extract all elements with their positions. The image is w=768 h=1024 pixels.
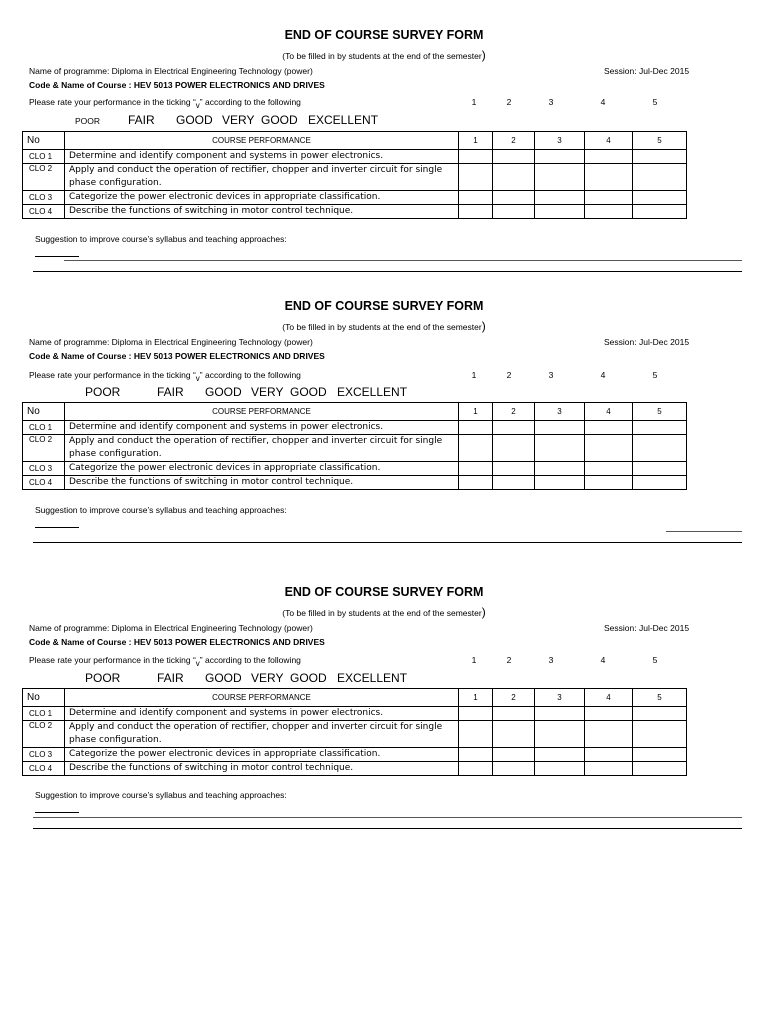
clo-description: Apply and conduct the operation of rectifier, chopper and inverter circuit for single phase configuration. bbox=[65, 164, 459, 191]
rating-cell-3[interactable] bbox=[535, 707, 585, 721]
rating-instruction: Please rate your performance in the ticking “v” according to the following bbox=[29, 370, 301, 383]
rating-label: GOOD bbox=[205, 671, 242, 685]
suggestion-label: Suggestion to improve course’s syllabus and teaching approaches: bbox=[35, 234, 287, 244]
rating-cell-5[interactable] bbox=[633, 205, 687, 219]
rating-cell-5[interactable] bbox=[633, 164, 687, 191]
performance-header: COURSE PERFORMANCE bbox=[65, 403, 459, 421]
answer-line[interactable] bbox=[33, 828, 742, 829]
clo-description: Categorize the power electronic devices in appropriate classification. bbox=[65, 191, 459, 205]
session: Session: Jul-Dec 2015 bbox=[604, 337, 690, 347]
rating-cell-2[interactable] bbox=[493, 721, 535, 748]
rating-cell-2[interactable] bbox=[493, 191, 535, 205]
suggestion-label: Suggestion to improve course’s syllabus and teaching approaches: bbox=[35, 790, 287, 800]
rating-cell-4[interactable] bbox=[585, 707, 633, 721]
clo-description: Categorize the power electronic devices in appropriate classification. bbox=[65, 462, 459, 476]
session: Session: Jul-Dec 2015 bbox=[604, 66, 690, 76]
survey-form-1 bbox=[0, 0, 768, 280]
rating-cell-5[interactable] bbox=[633, 707, 687, 721]
rating-cell-1[interactable] bbox=[459, 164, 493, 191]
answer-line[interactable] bbox=[666, 531, 742, 532]
table-row bbox=[23, 421, 687, 435]
clo-code: CLO 1 bbox=[23, 707, 65, 721]
scale-3: 3 bbox=[548, 370, 554, 380]
performance-table bbox=[22, 131, 687, 219]
rating-cell-1[interactable] bbox=[459, 191, 493, 205]
rating-cell-4[interactable] bbox=[585, 462, 633, 476]
rating-cell-3[interactable] bbox=[535, 191, 585, 205]
rating-cell-3[interactable] bbox=[535, 150, 585, 164]
rating-cell-2[interactable] bbox=[493, 462, 535, 476]
performance-table bbox=[22, 688, 687, 776]
rating-label: GOOD bbox=[205, 385, 242, 399]
col-header-1: 1 bbox=[459, 689, 493, 707]
clo-code: CLO 2 bbox=[23, 164, 65, 191]
rating-cell-1[interactable] bbox=[459, 748, 493, 762]
rating-cell-1[interactable] bbox=[459, 421, 493, 435]
rating-cell-5[interactable] bbox=[633, 721, 687, 748]
scale-1: 1 bbox=[471, 655, 477, 665]
rating-cell-3[interactable] bbox=[535, 205, 585, 219]
rating-cell-3[interactable] bbox=[535, 164, 585, 191]
answer-line[interactable] bbox=[35, 812, 79, 813]
clo-description: Describe the functions of switching in motor control technique. bbox=[65, 762, 459, 776]
clo-code: CLO 3 bbox=[23, 462, 65, 476]
rating-cell-4[interactable] bbox=[585, 205, 633, 219]
rating-cell-5[interactable] bbox=[633, 762, 687, 776]
no-header: No bbox=[23, 689, 65, 707]
scale-4: 4 bbox=[600, 97, 606, 107]
form-subtitle: (To be filled in by students at the end of the semester) bbox=[282, 48, 486, 62]
rating-cell-5[interactable] bbox=[633, 748, 687, 762]
scale-1: 1 bbox=[471, 370, 477, 380]
course-name: Code & Name of Course : HEV 5013 POWER ELECTRONICS AND DRIVES bbox=[29, 80, 325, 90]
rating-cell-2[interactable] bbox=[493, 435, 535, 462]
answer-line[interactable] bbox=[64, 260, 742, 261]
col-header-4: 4 bbox=[585, 403, 633, 421]
rating-label: POOR bbox=[85, 671, 121, 685]
rating-cell-4[interactable] bbox=[585, 421, 633, 435]
form-title: END OF COURSE SURVEY FORM bbox=[284, 585, 484, 599]
rating-cell-4[interactable] bbox=[585, 150, 633, 164]
programme-name: Name of programme: Diploma in Electrical Engineering Technology (power) bbox=[29, 66, 313, 76]
col-header-3: 3 bbox=[535, 689, 585, 707]
clo-description: Describe the functions of switching in motor control technique. bbox=[65, 476, 459, 490]
clo-description: Determine and identify component and systems in power electronics. bbox=[65, 150, 459, 164]
table-row bbox=[23, 205, 687, 219]
rating-cell-1[interactable] bbox=[459, 462, 493, 476]
programme-name: Name of programme: Diploma in Electrical Engineering Technology (power) bbox=[29, 337, 313, 347]
scale-5: 5 bbox=[652, 97, 658, 107]
survey-form-3 bbox=[0, 557, 768, 837]
form-subtitle: (To be filled in by students at the end of the semester) bbox=[282, 605, 486, 619]
rating-label: VERY bbox=[222, 113, 255, 127]
rating-cell-1[interactable] bbox=[459, 205, 493, 219]
rating-cell-4[interactable] bbox=[585, 164, 633, 191]
table-row bbox=[23, 721, 687, 748]
clo-code: CLO 3 bbox=[23, 748, 65, 762]
rating-cell-5[interactable] bbox=[633, 191, 687, 205]
performance-header: COURSE PERFORMANCE bbox=[65, 689, 459, 707]
rating-cell-4[interactable] bbox=[585, 191, 633, 205]
col-header-2: 2 bbox=[493, 403, 535, 421]
rating-label: GOOD bbox=[290, 385, 327, 399]
programme-name: Name of programme: Diploma in Electrical Engineering Technology (power) bbox=[29, 623, 313, 633]
rating-cell-3[interactable] bbox=[535, 462, 585, 476]
rating-cell-1[interactable] bbox=[459, 150, 493, 164]
clo-description: Describe the functions of switching in motor control technique. bbox=[65, 205, 459, 219]
rating-label: EXCELLENT bbox=[337, 385, 408, 399]
col-header-5: 5 bbox=[633, 689, 687, 707]
rating-label: VERY bbox=[251, 671, 284, 685]
rating-label: GOOD bbox=[290, 671, 327, 685]
answer-line[interactable] bbox=[35, 527, 79, 528]
rating-cell-2[interactable] bbox=[493, 164, 535, 191]
table-row bbox=[23, 707, 687, 721]
col-header-3: 3 bbox=[535, 132, 585, 150]
scale-4: 4 bbox=[600, 655, 606, 665]
survey-form-2 bbox=[0, 271, 768, 551]
rating-label: GOOD bbox=[261, 113, 298, 127]
rating-cell-5[interactable] bbox=[633, 435, 687, 462]
clo-code: CLO 2 bbox=[23, 721, 65, 748]
rating-cell-2[interactable] bbox=[493, 476, 535, 490]
col-header-2: 2 bbox=[493, 689, 535, 707]
scale-5: 5 bbox=[652, 655, 658, 665]
rating-cell-5[interactable] bbox=[633, 150, 687, 164]
scale-3: 3 bbox=[548, 655, 554, 665]
clo-code: CLO 4 bbox=[23, 762, 65, 776]
table-row bbox=[23, 435, 687, 462]
rating-cell-4[interactable] bbox=[585, 435, 633, 462]
suggestion-label: Suggestion to improve course’s syllabus and teaching approaches: bbox=[35, 505, 287, 515]
rating-label: POOR bbox=[75, 116, 101, 126]
table-row bbox=[23, 191, 687, 205]
rating-cell-3[interactable] bbox=[535, 748, 585, 762]
clo-description: Determine and identify component and systems in power electronics. bbox=[65, 421, 459, 435]
course-name: Code & Name of Course : HEV 5013 POWER ELECTRONICS AND DRIVES bbox=[29, 637, 325, 647]
answer-line[interactable] bbox=[35, 256, 79, 257]
rating-cell-2[interactable] bbox=[493, 421, 535, 435]
rating-cell-1[interactable] bbox=[459, 476, 493, 490]
no-header: No bbox=[23, 403, 65, 421]
rating-cell-1[interactable] bbox=[459, 435, 493, 462]
rating-cell-4[interactable] bbox=[585, 748, 633, 762]
col-header-5: 5 bbox=[633, 132, 687, 150]
rating-cell-3[interactable] bbox=[535, 435, 585, 462]
scale-1: 1 bbox=[471, 97, 477, 107]
col-header-4: 4 bbox=[585, 689, 633, 707]
scale-4: 4 bbox=[600, 370, 606, 380]
rating-cell-1[interactable] bbox=[459, 721, 493, 748]
scale-2: 2 bbox=[506, 370, 512, 380]
session: Session: Jul-Dec 2015 bbox=[604, 623, 690, 633]
course-name: Code & Name of Course : HEV 5013 POWER ELECTRONICS AND DRIVES bbox=[29, 351, 325, 361]
rating-label: POOR bbox=[85, 385, 121, 399]
rating-label: FAIR bbox=[157, 385, 184, 399]
rating-cell-3[interactable] bbox=[535, 762, 585, 776]
rating-instruction: Please rate your performance in the ticking “v” according to the following bbox=[29, 655, 301, 668]
clo-code: CLO 1 bbox=[23, 150, 65, 164]
performance-header: COURSE PERFORMANCE bbox=[65, 132, 459, 150]
clo-code: CLO 3 bbox=[23, 191, 65, 205]
rating-cell-5[interactable] bbox=[633, 476, 687, 490]
clo-description: Apply and conduct the operation of rectifier, chopper and inverter circuit for single phase configuration. bbox=[65, 435, 459, 462]
rating-cell-2[interactable] bbox=[493, 707, 535, 721]
rating-instruction: Please rate your performance in the ticking “v” according to the following bbox=[29, 97, 301, 110]
table-row bbox=[23, 748, 687, 762]
col-header-1: 1 bbox=[459, 403, 493, 421]
rating-cell-2[interactable] bbox=[493, 748, 535, 762]
form-title: END OF COURSE SURVEY FORM bbox=[284, 28, 484, 42]
scale-5: 5 bbox=[652, 370, 658, 380]
no-header: No bbox=[23, 132, 65, 150]
table-row bbox=[23, 762, 687, 776]
table-row bbox=[23, 150, 687, 164]
rating-cell-3[interactable] bbox=[535, 476, 585, 490]
answer-line[interactable] bbox=[33, 817, 742, 818]
scale-2: 2 bbox=[506, 97, 512, 107]
rating-label: EXCELLENT bbox=[308, 113, 379, 127]
rating-label: VERY bbox=[251, 385, 284, 399]
rating-cell-4[interactable] bbox=[585, 476, 633, 490]
form-title: END OF COURSE SURVEY FORM bbox=[284, 299, 484, 313]
col-header-2: 2 bbox=[493, 132, 535, 150]
clo-code: CLO 4 bbox=[23, 205, 65, 219]
rating-cell-2[interactable] bbox=[493, 205, 535, 219]
rating-cell-2[interactable] bbox=[493, 762, 535, 776]
rating-cell-3[interactable] bbox=[535, 721, 585, 748]
rating-label: FAIR bbox=[157, 671, 184, 685]
col-header-3: 3 bbox=[535, 403, 585, 421]
table-row bbox=[23, 476, 687, 490]
rating-cell-1[interactable] bbox=[459, 707, 493, 721]
rating-cell-4[interactable] bbox=[585, 762, 633, 776]
performance-table bbox=[22, 402, 687, 490]
rating-cell-5[interactable] bbox=[633, 421, 687, 435]
rating-cell-4[interactable] bbox=[585, 721, 633, 748]
clo-description: Determine and identify component and systems in power electronics. bbox=[65, 707, 459, 721]
rating-cell-1[interactable] bbox=[459, 762, 493, 776]
rating-cell-5[interactable] bbox=[633, 462, 687, 476]
col-header-4: 4 bbox=[585, 132, 633, 150]
col-header-5: 5 bbox=[633, 403, 687, 421]
scale-3: 3 bbox=[548, 97, 554, 107]
table-row bbox=[23, 462, 687, 476]
table-row bbox=[23, 164, 687, 191]
clo-description: Apply and conduct the operation of rectifier, chopper and inverter circuit for single phase configuration. bbox=[65, 721, 459, 748]
answer-line[interactable] bbox=[33, 542, 742, 543]
rating-label: EXCELLENT bbox=[337, 671, 408, 685]
rating-cell-3[interactable] bbox=[535, 421, 585, 435]
rating-cell-2[interactable] bbox=[493, 150, 535, 164]
clo-description: Categorize the power electronic devices in appropriate classification. bbox=[65, 748, 459, 762]
rating-label: GOOD bbox=[176, 113, 213, 127]
rating-label: FAIR bbox=[128, 113, 155, 127]
form-subtitle: (To be filled in by students at the end of the semester) bbox=[282, 319, 486, 333]
clo-code: CLO 2 bbox=[23, 435, 65, 462]
clo-code: CLO 4 bbox=[23, 476, 65, 490]
clo-code: CLO 1 bbox=[23, 421, 65, 435]
scale-2: 2 bbox=[506, 655, 512, 665]
col-header-1: 1 bbox=[459, 132, 493, 150]
